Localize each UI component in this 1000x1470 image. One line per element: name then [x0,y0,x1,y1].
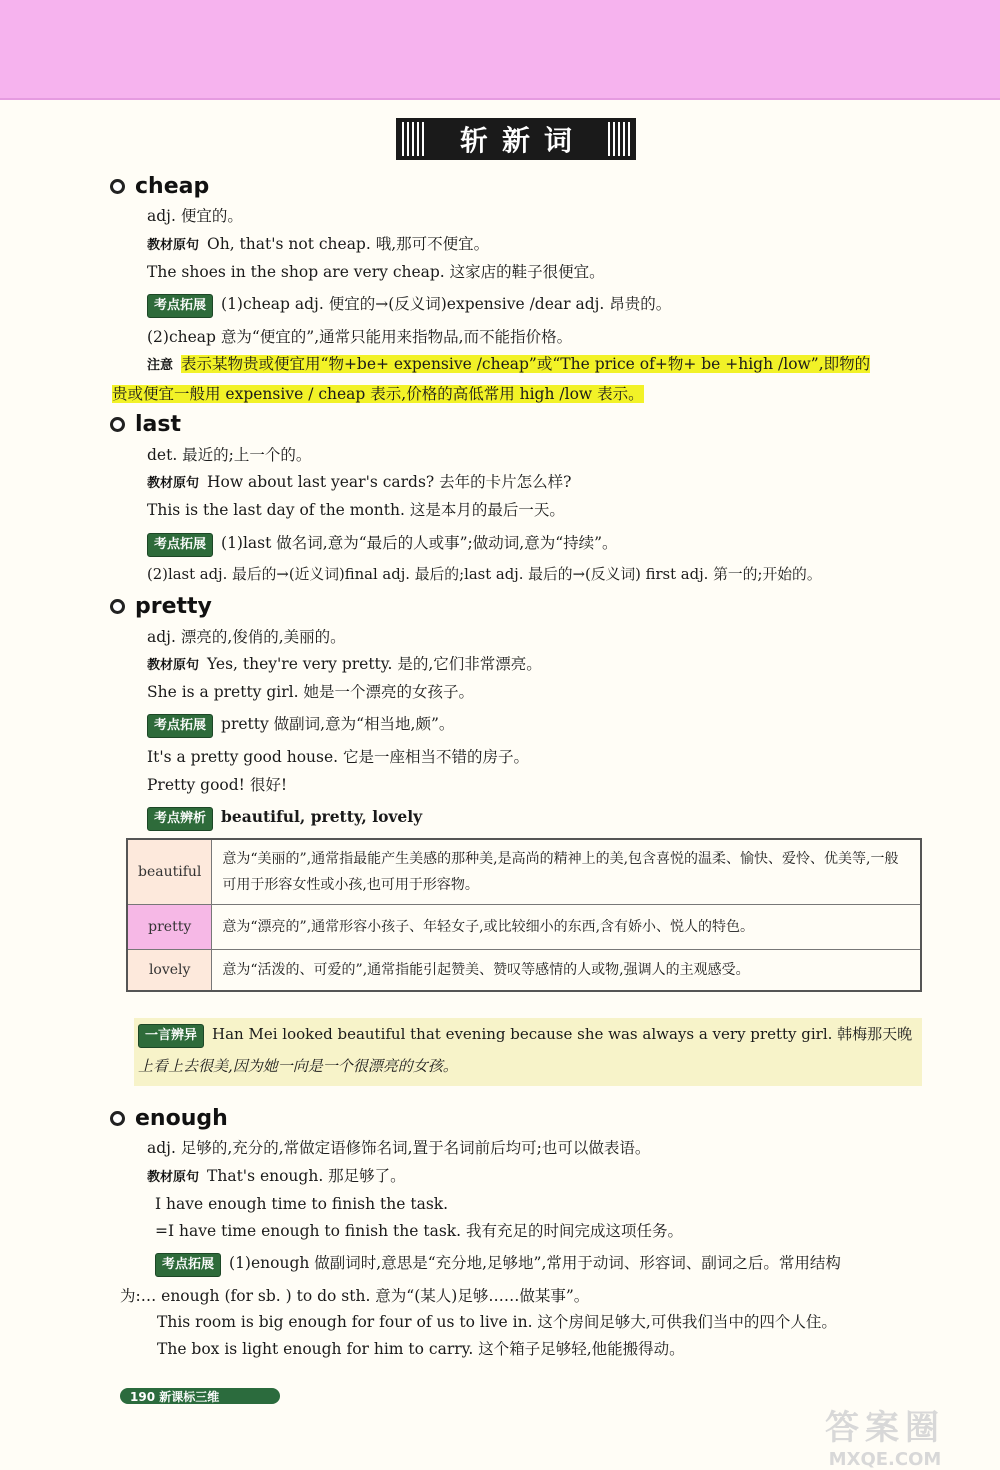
bullet-icon [110,1111,125,1126]
bullet-icon [110,599,125,614]
banner-bars-right [608,122,630,156]
headword-pretty: pretty [110,594,212,619]
page-footer: 190 新课标三维 [120,1388,280,1404]
watermark-logo: 答案圈 MXQE.COM [825,1408,945,1470]
distinction-line: 考点辨析 beautiful, pretty, lovely [147,807,422,831]
comparison-table [126,838,922,992]
textbook-sentence: 教材原句 Yes, they're very pretty. 是的,它们非常漂亮。 [147,655,542,673]
extension-line: 考点拓展 (1)cheap adj. 便宜的→(反义词)expensive /dear adj. 昂贵的。 [147,294,671,318]
one-sentence-note: 一言辨异 Han Mei looked beautiful that evening because she was always a very pretty girl. 韩梅那天晚 上看上去很美,因为她一向是一个很漂亮的女孩。 [134,1018,922,1086]
example-sentence: I have enough time to finish the task. [155,1195,449,1213]
table-row [127,905,921,950]
extension-line: 为:… enough (for sb. ) to do sth. 意为“(某人)足够……做某事”。 [120,1287,590,1305]
headword-enough: enough [110,1106,228,1131]
table-desc: 意为“美丽的”,通常指最能产生美感的那种美,是高尚的精神上的美,包含喜悦的温柔、愉快、爱怜、优美等,一般可用于形容女性或小孩,也可用于形容物。 [212,839,921,905]
note-line: 贵或便宜一般用 expensive / cheap 表示,价格的高低常用 high /low 表示。 [112,385,644,403]
banner-bars-left [402,122,424,156]
extension-tag: 考点拓展 [147,714,213,738]
section-banner [396,118,636,160]
table-key: lovely [127,950,212,992]
table-desc: 意为“活泼的、可爱的”,通常指能引起赞美、赞叹等感情的人或物,强调人的主观感受。 [212,950,921,992]
example-sentence: This room is big enough for four of us to live in. 这个房间足够大,可供我们当中的四个人住。 [157,1313,837,1331]
table-key: beautiful [127,839,212,905]
definition: adj. 漂亮的,俊俏的,美丽的。 [147,628,346,646]
table-row [127,839,921,905]
extension-line: 考点拓展 (1)enough 做副词时,意思是“充分地,足够地”,常用于动词、形容词、副词之后。常用结构 [155,1253,841,1277]
headword-cheap: cheap [110,174,209,199]
example-sentence: This is the last day of the month. 这是本月的最后一天。 [147,501,565,519]
extension-tag: 考点拓展 [147,294,213,318]
textbook-sentence: 教材原句 How about last year's cards? 去年的卡片怎么样? [147,473,572,491]
top-color-band [0,0,1000,100]
extension-line: 考点拓展 (1)last 做名词,意为“最后的人或事”;做动词,意为“持续”。 [147,533,618,557]
table-desc: 意为“漂亮的”,通常形容小孩子、年轻女子,或比较细小的东西,含有娇小、悦人的特色。 [212,905,921,950]
example-sentence: Pretty good! 很好! [147,776,288,794]
definition: adj. 便宜的。 [147,207,243,225]
textbook-sentence: 教材原句 Oh, that's not cheap. 哦,那可不便宜。 [147,235,490,253]
definition: adj. 足够的,充分的,常做定语修饰名词,置于名词前后均可;也可以做表语。 [147,1139,651,1157]
example-sentence: =I have time enough to finish the task. 我有充足的时间完成这项任务。 [155,1222,684,1240]
headword-last: last [110,412,181,437]
extension-line: (2)last adj. 最后的→(近义词)final adj. 最后的;last adj. 最后的→(反义词) first adj. 第一的;开始的。 [147,566,822,583]
extension-tag: 考点拓展 [155,1253,221,1277]
banner-title: 斩新词 [459,124,586,157]
extension-line: 考点拓展 pretty 做副词,意为“相当地,颇”。 [147,714,454,738]
example-sentence: The box is light enough for him to carry. 这个箱子足够轻,他能搬得动。 [157,1340,685,1358]
bullet-icon [110,417,125,432]
textbook-sentence: 教材原句 That's enough. 那足够了。 [147,1167,406,1185]
example-sentence: She is a pretty girl. 她是一个漂亮的女孩子。 [147,683,474,701]
example-sentence: It's a pretty good house. 它是一座相当不错的房子。 [147,748,530,766]
definition: det. 最近的;上一个的。 [147,446,312,464]
distinction-tag: 考点辨析 [147,807,213,831]
table-key: pretty [127,905,212,950]
table-row [127,950,921,992]
one-sentence-tag: 一言辨异 [138,1024,204,1048]
note-line: 注意 表示某物贵或便宜用“物+be+ expensive /cheap”或“The price of+物+ be +high /low”,即物的 [147,355,871,373]
example-sentence: The shoes in the shop are very cheap. 这家店的鞋子很便宜。 [147,263,605,281]
extension-tag: 考点拓展 [147,533,213,557]
extension-line: (2)cheap 意为“便宜的”,通常只能用来指物品,而不能指价格。 [147,328,573,346]
bullet-icon [110,179,125,194]
